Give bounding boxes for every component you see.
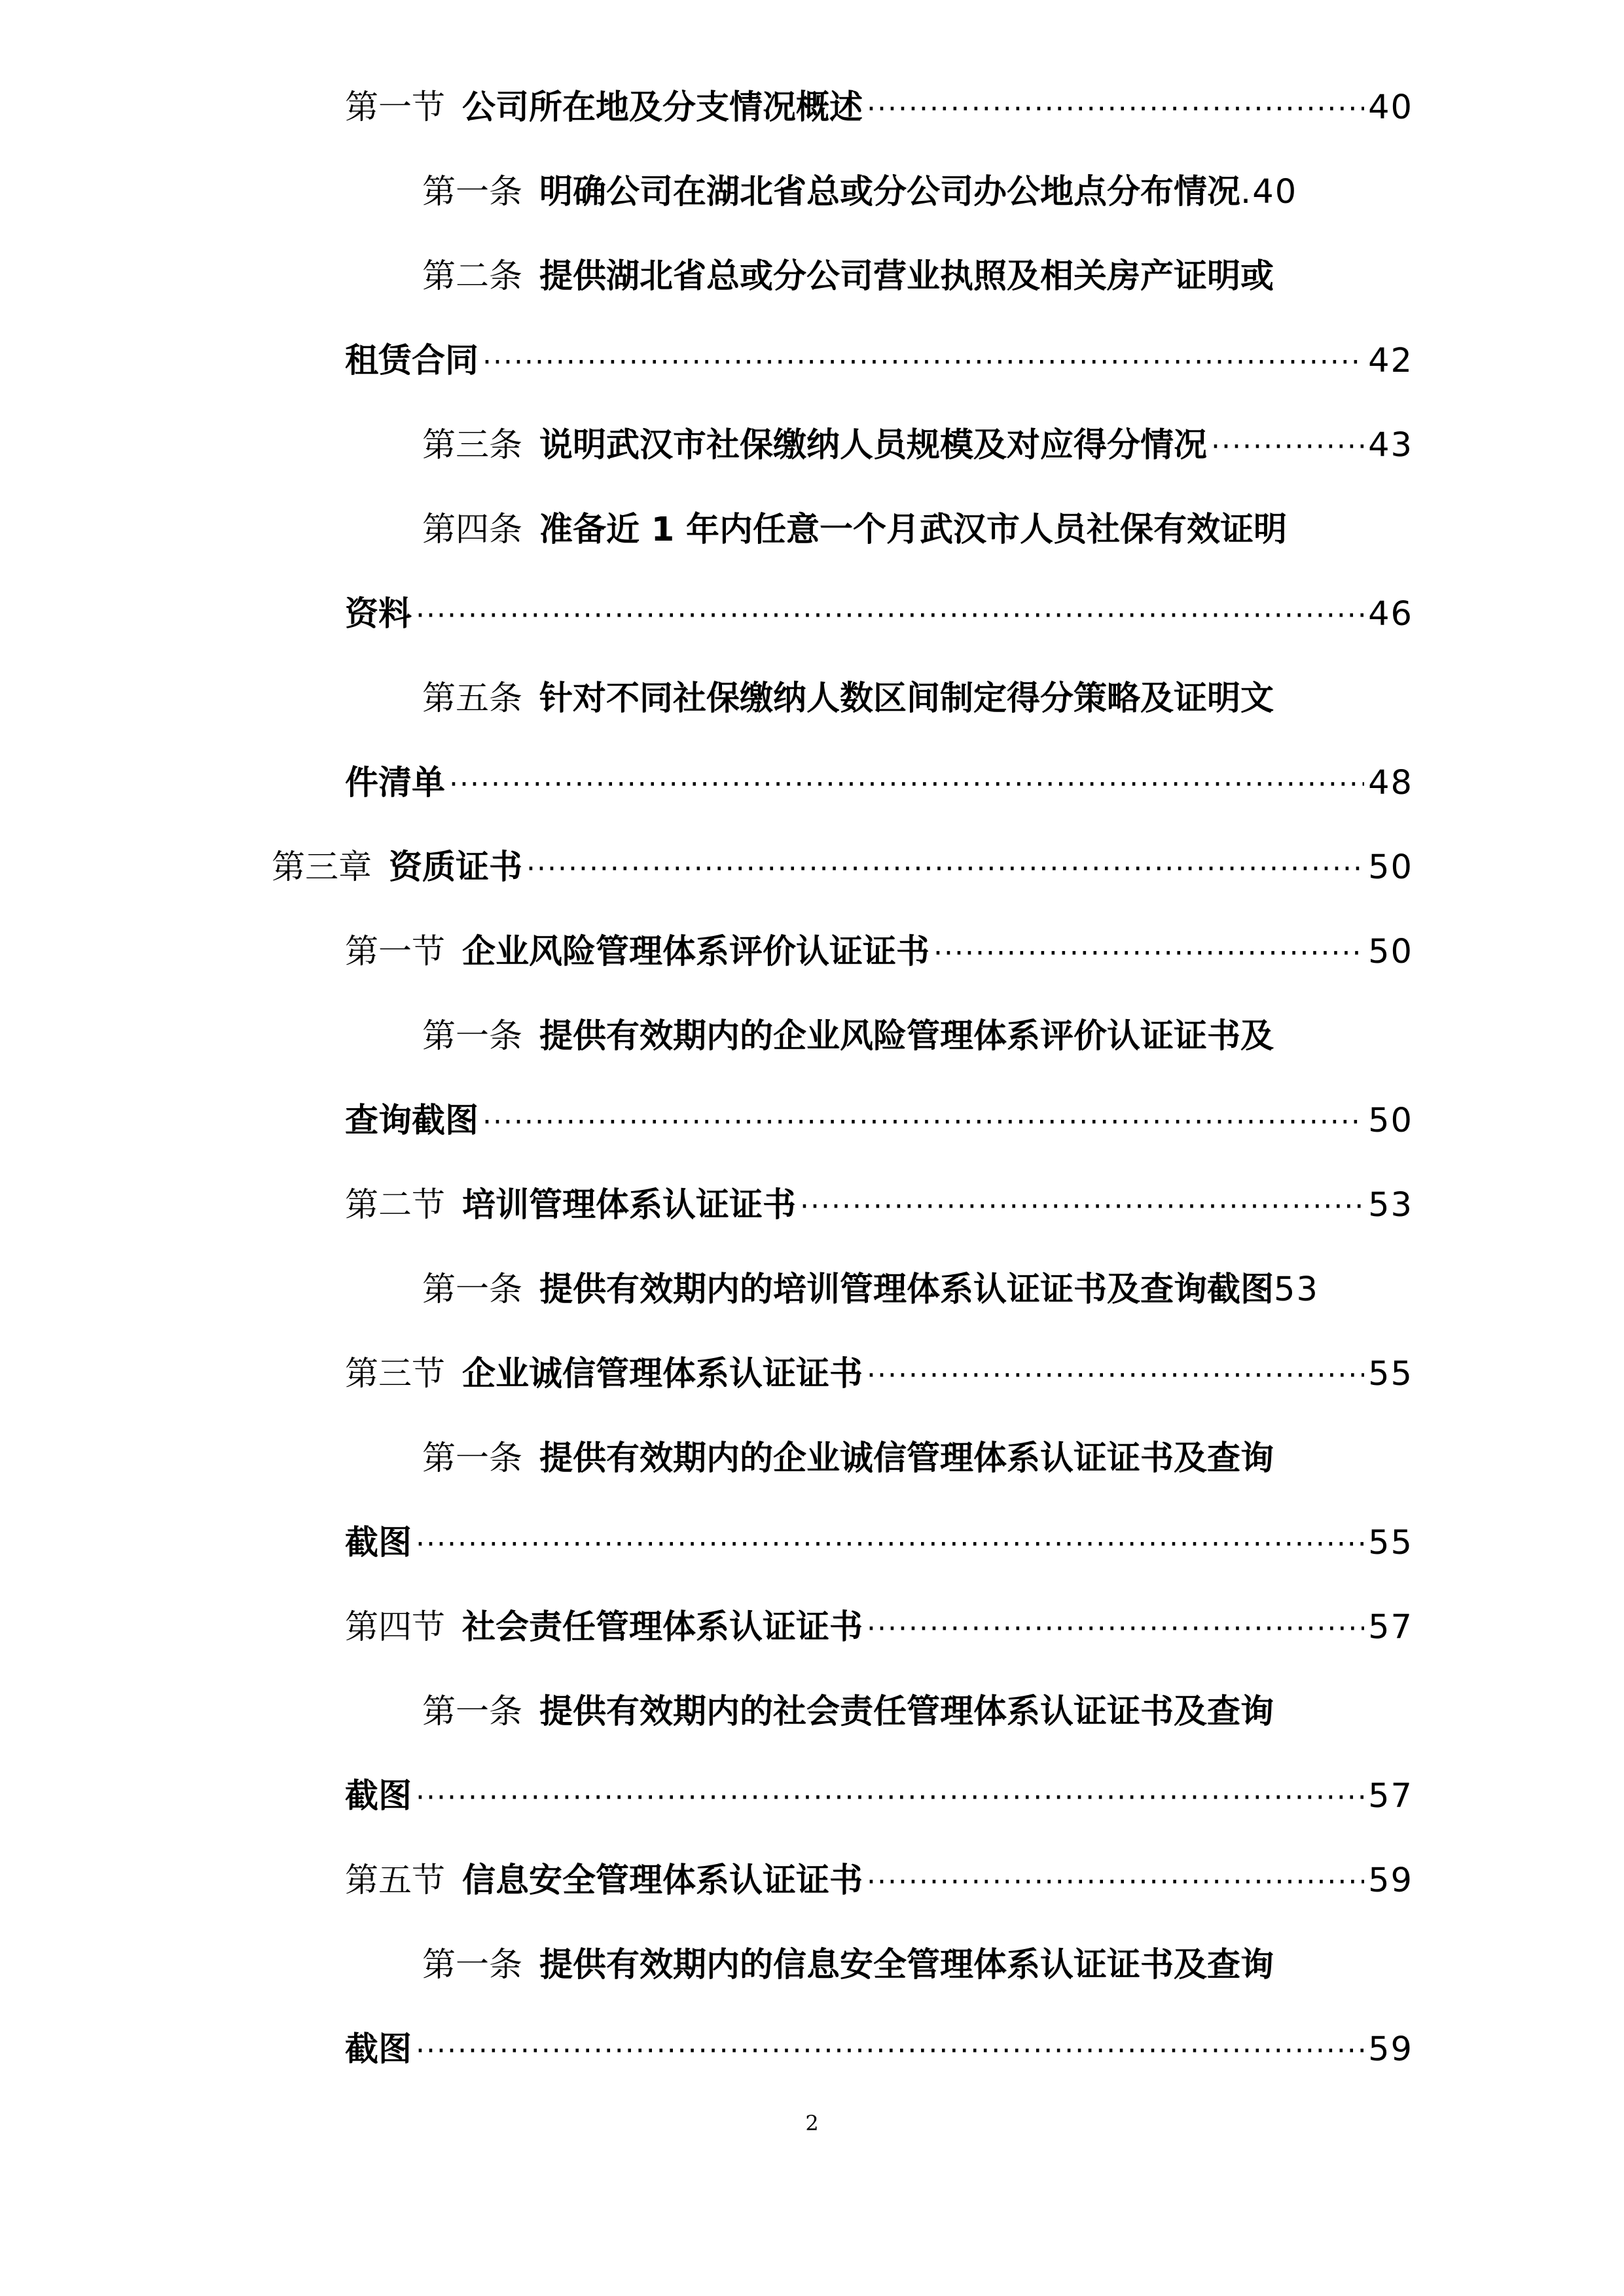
toc-label: 第一条 — [422, 1693, 523, 1731]
toc-title: 查询截图 — [345, 1102, 479, 1140]
toc-label: 第四节 — [345, 1608, 446, 1647]
toc-page-number: 46 — [1368, 595, 1413, 634]
toc-page-number: 42 — [1368, 342, 1413, 380]
toc-title: 信息安全管理体系认证证书 — [462, 1861, 863, 1900]
toc-entry[interactable] — [422, 1439, 1413, 1479]
toc-label: 第一节 — [345, 88, 446, 127]
toc-title: 准备近 1 年内任意一个月武汉市人员社保有效证明 — [539, 511, 1288, 549]
toc-label: 第三节 — [345, 1355, 446, 1393]
toc-chapter-entry[interactable] — [272, 848, 1413, 889]
toc-label: 第五节 — [345, 1861, 446, 1900]
toc-entry-continuation[interactable] — [345, 342, 1413, 382]
toc-label: 第一条 — [422, 1017, 523, 1056]
toc-title: 明确公司在湖北省总或分公司办公地点分布情况 — [539, 173, 1241, 211]
toc-title: 提供湖北省总或分公司营业执照及相关房产证明或 — [539, 257, 1274, 296]
toc-title: 提供有效期内的企业风险管理体系评价认证证书及 — [539, 1017, 1274, 1056]
toc-entry-continuation[interactable] — [345, 1524, 1413, 1564]
toc-label: 第一条 — [422, 1439, 523, 1478]
toc-entry-continuation[interactable] — [345, 764, 1413, 804]
toc-title: 公司所在地及分支情况概述 — [462, 88, 863, 127]
toc-entry[interactable] — [422, 679, 1413, 719]
toc-label: 第五条 — [422, 679, 523, 718]
toc-title: 企业诚信管理体系认证证书 — [462, 1355, 863, 1393]
toc-title: 说明武汉市社保缴纳人员规模及对应得分情况 — [539, 426, 1208, 465]
toc-page-number: 53 — [1368, 1186, 1413, 1225]
toc-label: 第三章 — [272, 848, 372, 887]
toc-label: 第一条 — [422, 173, 523, 211]
dot-leader — [933, 934, 1364, 973]
toc-page-number: 53 — [1274, 1270, 1319, 1309]
toc-entry-continuation[interactable] — [345, 1102, 1413, 1142]
toc-page-number: 55 — [1368, 1355, 1413, 1393]
toc-title: 提供有效期内的培训管理体系认证证书及查询截图 — [539, 1270, 1274, 1309]
toc-page-number: 40 — [1368, 88, 1413, 127]
toc-page-number: 50 — [1368, 1102, 1413, 1140]
toc-title: 提供有效期内的社会责任管理体系认证证书及查询 — [539, 1693, 1274, 1731]
toc-title: 提供有效期内的企业诚信管理体系认证证书及查询 — [539, 1439, 1274, 1478]
dot-leader — [482, 1103, 1364, 1142]
toc-page-number: 59 — [1368, 1861, 1413, 1900]
toc-title: 社会责任管理体系认证证书 — [462, 1608, 863, 1647]
dot-leader — [867, 1609, 1364, 1649]
toc-label: 第三条 — [422, 426, 523, 465]
toc-entry[interactable] — [422, 173, 1413, 212]
toc-title: 资料 — [345, 595, 412, 634]
toc-entry[interactable] — [422, 1946, 1413, 1985]
toc-entry[interactable] — [345, 1861, 1413, 1902]
page-number-footer: 2 — [805, 2111, 819, 2136]
dot-leader — [449, 765, 1364, 804]
toc-page-number: 55 — [1368, 1524, 1413, 1562]
dot-leader — [867, 90, 1364, 129]
toc-entry[interactable] — [345, 933, 1413, 973]
toc-title: 租赁合同 — [345, 342, 479, 380]
dot-leader — [867, 1863, 1364, 1902]
toc-title: 件清单 — [345, 764, 446, 802]
dot-leader — [800, 1187, 1364, 1227]
dot-leader — [526, 850, 1364, 889]
dot-leader — [416, 1778, 1364, 1818]
toc-label: 第二条 — [422, 257, 523, 296]
toc-entry-continuation[interactable] — [345, 595, 1413, 636]
toc-page-number: 50 — [1368, 848, 1413, 887]
toc-title: 针对不同社保缴纳人数区间制定得分策略及证明文 — [539, 679, 1274, 718]
toc-page-number: 57 — [1368, 1608, 1413, 1647]
toc-entry-continuation[interactable] — [345, 2030, 1413, 2071]
toc-label: 第一条 — [422, 1946, 523, 1984]
toc-page-number: .40 — [1240, 173, 1298, 211]
toc-entry[interactable] — [422, 511, 1413, 550]
toc-label: 第一节 — [345, 933, 446, 971]
toc-page-number: 48 — [1368, 764, 1413, 802]
toc-entry[interactable] — [422, 1693, 1413, 1732]
toc-title: 培训管理体系认证证书 — [462, 1186, 797, 1225]
dot-leader — [416, 2032, 1364, 2071]
toc-page-number: 43 — [1368, 426, 1413, 465]
toc-entry-continuation[interactable] — [345, 1777, 1413, 1818]
toc-entry[interactable] — [345, 1608, 1413, 1649]
toc-entry[interactable] — [422, 426, 1413, 467]
dot-leader — [867, 1356, 1364, 1395]
dot-leader — [416, 596, 1364, 636]
dot-leader — [1211, 427, 1364, 467]
toc-title: 提供有效期内的信息安全管理体系认证证书及查询 — [539, 1946, 1274, 1984]
toc-label: 第二节 — [345, 1186, 446, 1225]
toc-entry[interactable] — [345, 1355, 1413, 1395]
toc-page-number: 50 — [1368, 933, 1413, 971]
toc-entry[interactable] — [422, 1270, 1413, 1310]
toc-entry[interactable] — [345, 88, 1413, 129]
toc-label: 第一条 — [422, 1270, 523, 1309]
toc-page-number: 59 — [1368, 2030, 1413, 2069]
dot-leader — [482, 343, 1364, 382]
dot-leader — [416, 1525, 1364, 1564]
toc-page-number: 57 — [1368, 1777, 1413, 1816]
toc-title: 资质证书 — [389, 848, 523, 887]
toc-title: 截图 — [345, 2030, 412, 2069]
toc-entry[interactable] — [345, 1186, 1413, 1227]
toc-entry[interactable] — [422, 1017, 1413, 1056]
toc-title: 截图 — [345, 1524, 412, 1562]
toc-title: 企业风险管理体系评价认证证书 — [462, 933, 930, 971]
toc-label: 第四条 — [422, 511, 523, 549]
toc-title: 截图 — [345, 1777, 412, 1816]
toc-entry[interactable] — [422, 257, 1413, 296]
